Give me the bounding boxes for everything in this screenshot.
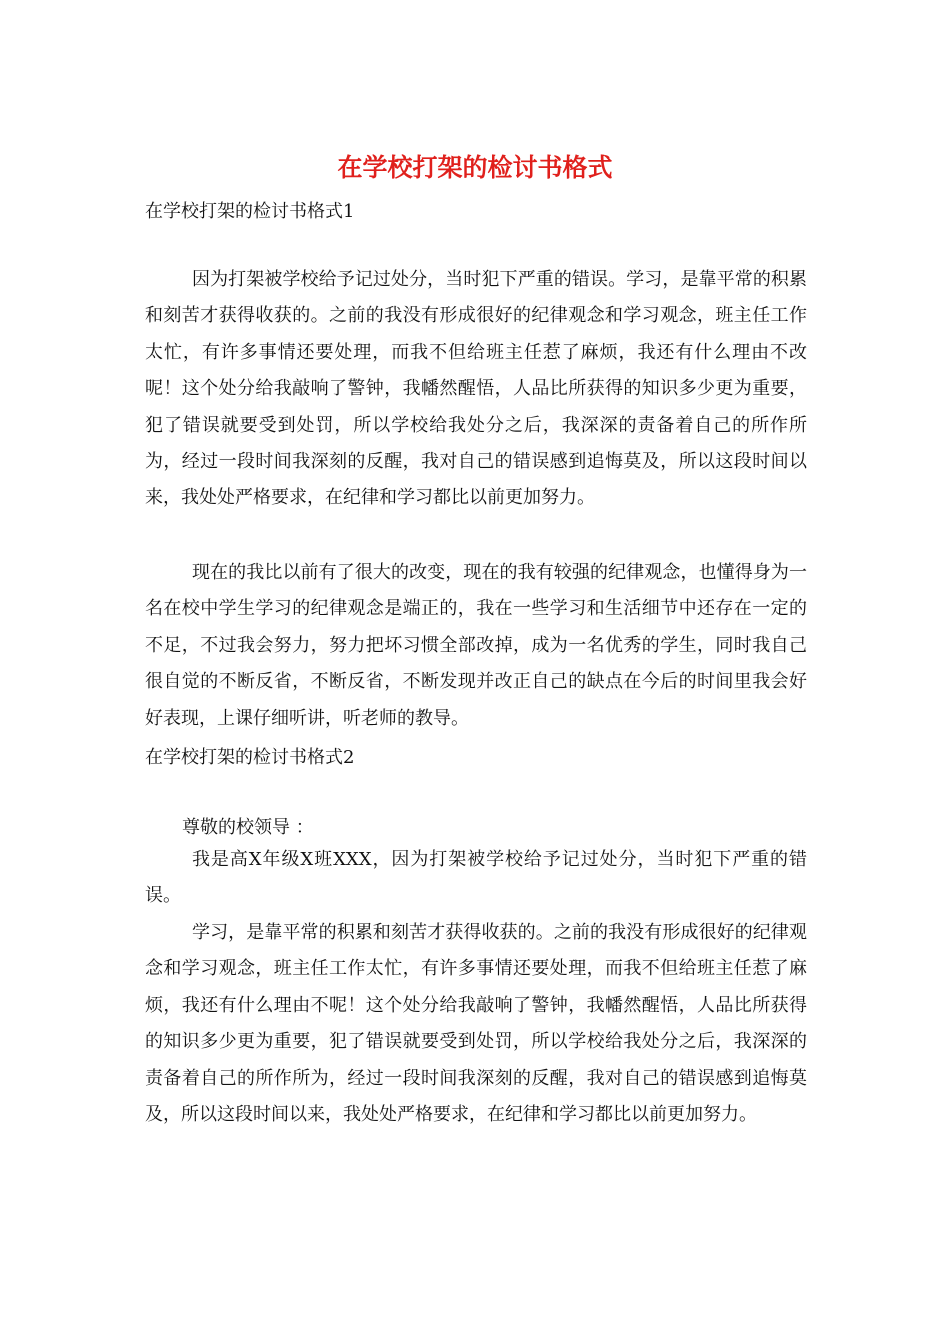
salutation: 尊敬的校领导 ： xyxy=(182,817,314,838)
document-title: 在学校打架的检讨书格式 xyxy=(337,153,613,182)
section-1-paragraph-2: 现在的我比以前有了很大的改变，现在的我有较强的纪律观念，也懂得身为一名在校中学生学习的纪律观念是端正的，我在一些学习和生活细节中还存在一定的不足，不过我会努力，努力把坏习惯全部改掉，成为一名优秀的学生，同时我自己很自觉的不断反省，不断反省，不断发现并改正自己的缺点在今后的时间里我会好好表现，上课仔细听讲，听老师的教导。 xyxy=(145,562,807,729)
section-1-heading: 在学校打架的检讨书格式1 xyxy=(145,201,355,222)
section-2-heading: 在学校打架的检讨书格式2 xyxy=(145,747,355,768)
section-1-paragraph-1: 因为打架被学校给予记过处分，当时犯下严重的错误。学习，是靠平常的积累和刻苦才获得收获的。之前的我没有形成很好的纪律观念和学习观念，班主任工作太忙，有许多事情还要处理，而我不但给班主任惹了麻烦，我还有什么理由不改呢！这个处分给我敲响了警钟，我幡然醒悟，人品比所获得的知识多少更为重要，犯了错误就要受到处罚，所以学校给我处分之后，我深深的责备着自己的所作所为，经过一段时间我深刻的反醒，我对自己的错误感到追悔莫及，所以这段时间以来，我处处严格要求，在纪律和学习都比以前更加努力。 xyxy=(145,269,807,509)
section-2-paragraph-2: 学习，是靠平常的积累和刻苦才获得收获的。之前的我没有形成很好的纪律观念和学习观念，班主任工作太忙，有许多事情还要处理，而我不但给班主任惹了麻烦，我还有什么理由不呢！这个处分给我敲响了警钟，我幡然醒悟，人品比所获得的知识多少更为重要，犯了错误就要受到处罚，所以学校给我处分之后，我深深的责备着自己的所作所为，经过一段时间我深刻的反醒，我对自己的错误感到追悔莫及，所以这段时间以来，我处处严格要求，在纪律和学习都比以前更加努力。 xyxy=(145,922,807,1126)
section-2-paragraph-1: 我是高X年级X班XXX，因为打架被学校给予记过处分，当时犯下严重的错误。 xyxy=(145,849,807,907)
